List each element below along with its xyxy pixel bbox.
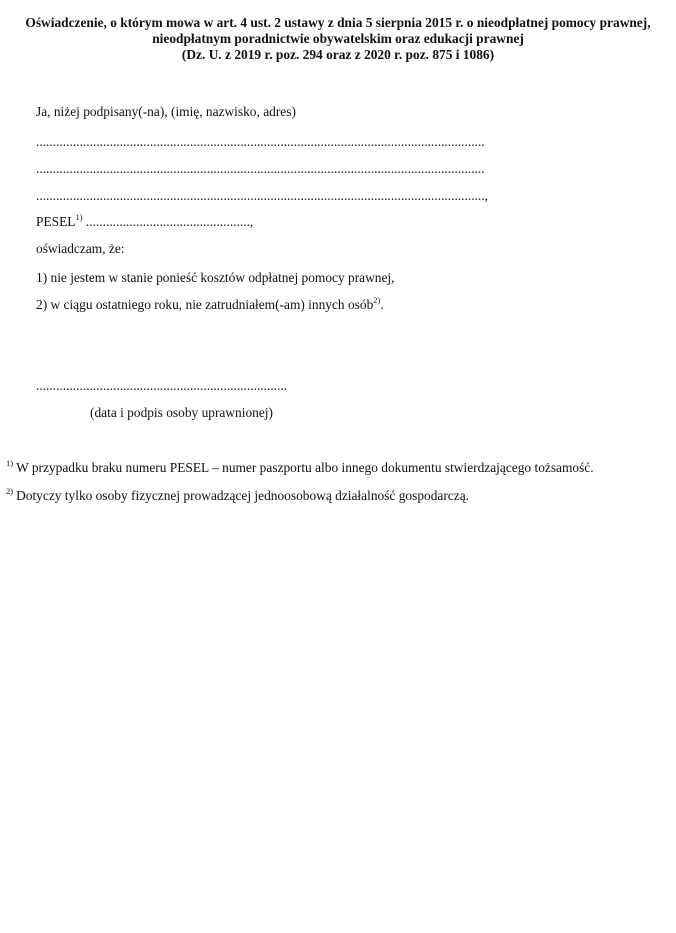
footnote-1-text: W przypadku braku numeru PESEL – numer paszportu albo innego dokumentu stwierdzającego tożsamość. (16, 460, 594, 475)
footnote-1 (6, 457, 594, 476)
title-line-2: nieodpłatnym poradnictwie obywatelskim oraz edukacji prawnej (152, 31, 524, 46)
name-address-field-1[interactable]: ...................................................................................................................................... (36, 134, 485, 149)
declaration-item-1: 1) nie jestem w stanie ponieść kosztów odpłatnej pomocy prawnej, (36, 270, 395, 285)
pesel-label: PESEL (36, 214, 76, 229)
footnote-2-ref: 2) (6, 485, 14, 496)
declaration-item-2-text: 2) w ciągu ostatniego roku, nie zatrudniałem(-am) innych osób (36, 297, 374, 312)
pesel-row (36, 211, 254, 230)
title-line-1: Oświadczenie, o którym mowa w art. 4 ust. 2 ustawy z dnia 5 sierpnia 2015 r. o nieodpłatnej pomocy prawnej, (25, 15, 651, 30)
footnote-2 (6, 485, 469, 504)
declare-text: oświadczam, że: (36, 241, 125, 256)
pesel-field[interactable]: ................................................., (82, 214, 254, 229)
signature-caption: (data i podpis osoby uprawnionej) (90, 405, 273, 420)
document-title (0, 15, 676, 63)
name-address-field-3[interactable]: ......................................................................................................................................, (36, 188, 488, 203)
item2-end: . (380, 297, 384, 312)
intro-text: Ja, niżej podpisany(-na), (imię, nazwisko, adres) (36, 104, 296, 119)
footnote-1-ref: 1) (6, 457, 14, 468)
item2-footnote-ref: 2) (373, 294, 381, 305)
declaration-item-2 (36, 294, 384, 313)
title-line-3: (Dz. U. z 2019 r. poz. 294 oraz z 2020 r. poz. 875 i 1086) (181, 47, 495, 62)
pesel-footnote-ref: 1) (75, 211, 83, 222)
name-address-field-2[interactable]: ...................................................................................................................................... (36, 161, 485, 176)
footnote-2-text: Dotyczy tylko osoby fizycznej prowadzącej jednoosobową działalność gospodarczą. (16, 488, 469, 503)
signature-field[interactable]: ........................................................................... (36, 378, 288, 393)
